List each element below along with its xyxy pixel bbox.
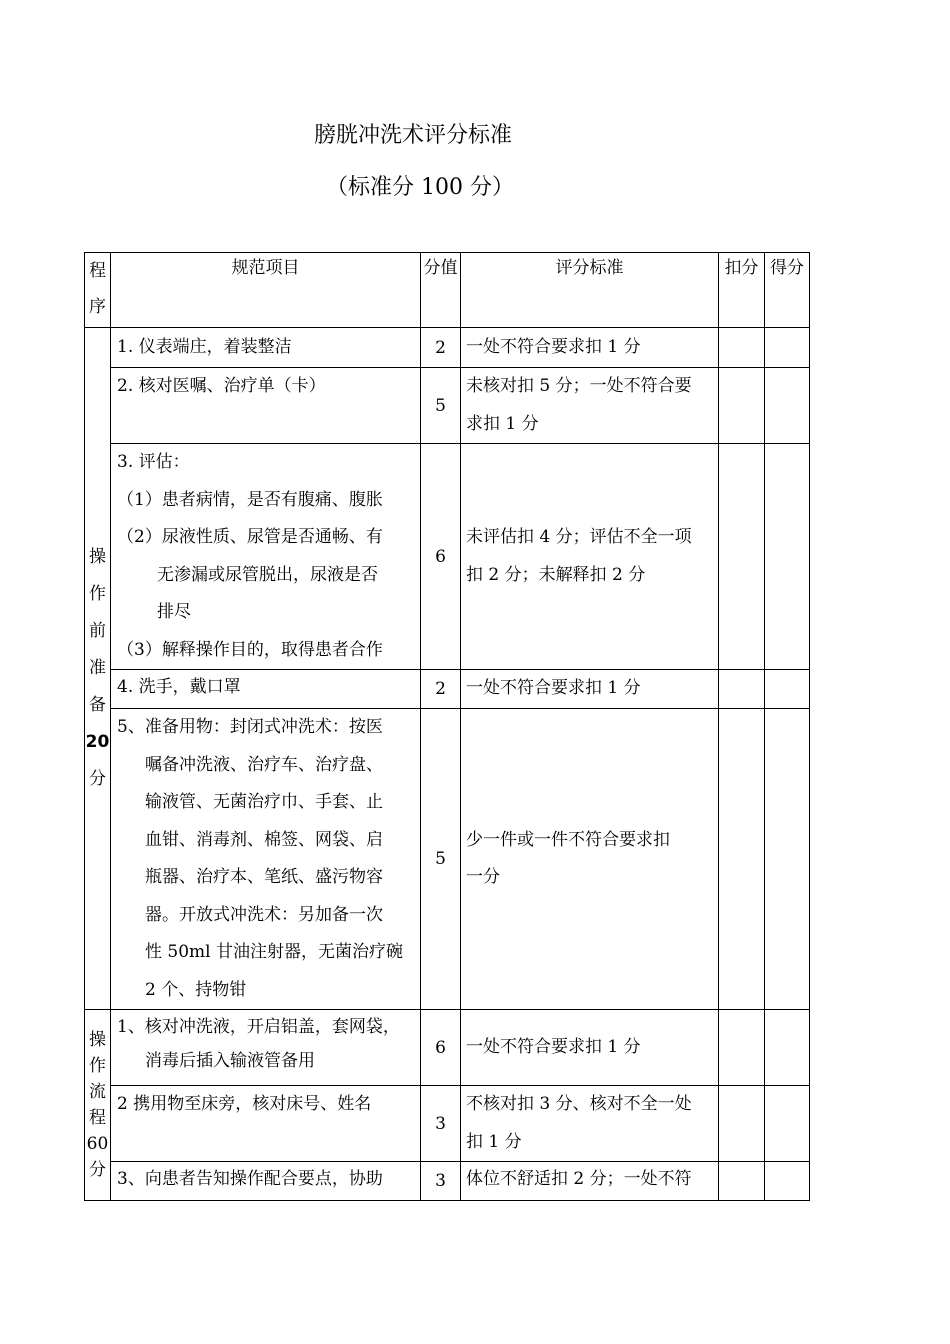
header-score: 分值 (421, 253, 461, 328)
table-row (85, 368, 810, 444)
criteria-line: 求扣 1 分 (466, 413, 539, 434)
get-cell[interactable] (765, 709, 810, 1010)
score-cell: 2 (421, 328, 461, 368)
item-line: 1、核对冲洗液，开启铝盖，套网袋， (117, 1017, 400, 1037)
item-line: 4. 洗手，戴口罩 (117, 677, 241, 697)
item-cell (111, 709, 421, 1010)
section-label-points: 60 (86, 1134, 109, 1154)
section-label-unit: 分 (89, 769, 106, 789)
header-program-char-2: 序 (89, 297, 106, 317)
item-line: 输液管、无菌治疗巾、手套、止 (145, 792, 383, 812)
criteria-cell (461, 444, 719, 670)
section-label-char: 作 (89, 584, 106, 604)
item-line: 2 个、持物钳 (145, 979, 247, 1000)
score-cell: 6 (421, 1010, 461, 1086)
criteria-cell (461, 1162, 719, 1201)
item-line: 1. 仪表端庄，着装整洁 (117, 337, 292, 357)
section-label-char: 流 (89, 1082, 106, 1102)
deduct-cell[interactable] (719, 368, 765, 444)
section-label-char: 程 (89, 1108, 106, 1128)
item-line: 器。开放式冲洗术：另加备一次 (145, 904, 383, 925)
criteria-line: 一处不符合要求扣 1 分 (466, 678, 641, 699)
criteria-line: 少一件或一件不符合要求扣 (466, 829, 670, 850)
deduct-cell[interactable] (719, 1162, 765, 1201)
score-cell: 3 (421, 1086, 461, 1162)
section-label-points: 20 (85, 732, 110, 752)
deduct-cell[interactable] (719, 1086, 765, 1162)
table-header-row (85, 253, 810, 328)
item-line: （3）解释操作目的，取得患者合作 (117, 639, 383, 660)
item-cell (111, 444, 421, 670)
table-row (85, 328, 810, 368)
item-cell (111, 1010, 421, 1086)
item-line: 嘱备冲洗液、治疗车、治疗盘、 (145, 754, 383, 775)
deduct-cell[interactable] (719, 444, 765, 670)
item-line: 3、向患者告知操作配合要点，协助 (117, 1169, 383, 1189)
table-row (85, 709, 810, 1010)
get-cell[interactable] (765, 328, 810, 368)
item-line: 2 携用物至床旁，核对床号、姓名 (117, 1094, 372, 1114)
item-cell (111, 328, 421, 368)
header-program (85, 253, 111, 328)
section-label-char: 准 (89, 658, 106, 678)
item-line: 血钳、消毒剂、棉签、网袋、启 (145, 829, 383, 850)
score-cell: 5 (421, 368, 461, 444)
section-label-prep (85, 328, 111, 1010)
item-line: 5、准备用物：封闭式冲洗术：按医 (117, 717, 383, 737)
section-label-char: 备 (89, 695, 106, 715)
deduct-cell[interactable] (719, 670, 765, 709)
item-line: 瓶器、治疗本、笔纸、盛污物容 (145, 867, 383, 887)
deduct-cell[interactable] (719, 328, 765, 368)
get-cell[interactable] (765, 444, 810, 670)
item-line: 排尽 (157, 602, 191, 622)
criteria-line: 一分 (466, 867, 500, 887)
deduct-cell[interactable] (719, 1010, 765, 1086)
header-criteria: 评分标准 (461, 253, 719, 328)
table-row (85, 1086, 810, 1162)
deduct-cell[interactable] (719, 709, 765, 1010)
get-cell[interactable] (765, 368, 810, 444)
criteria-line: 不核对扣 3 分、核对不全一处 (466, 1094, 692, 1114)
header-program-char-1: 程 (89, 261, 106, 281)
item-line: 3. 评估： (117, 452, 190, 472)
document-title: 膀胱冲洗术评分标准 (314, 123, 513, 148)
criteria-line: 扣 2 分；未解释扣 2 分 (466, 564, 646, 585)
item-cell (111, 670, 421, 709)
criteria-cell (461, 328, 719, 368)
section-label-char: 作 (89, 1056, 106, 1076)
item-cell (111, 1162, 421, 1201)
header-item: 规范项目 (111, 253, 421, 328)
item-cell (111, 368, 421, 444)
section-label-process (85, 1010, 111, 1201)
table-row (85, 444, 810, 670)
get-cell[interactable] (765, 1086, 810, 1162)
item-line: 2. 核对医嘱、治疗单（卡） (117, 376, 326, 396)
table-row (85, 670, 810, 709)
criteria-line: 一处不符合要求扣 1 分 (466, 1036, 641, 1057)
score-cell: 5 (421, 709, 461, 1010)
section-label-unit: 分 (89, 1160, 106, 1180)
criteria-line: 未评估扣 4 分；评估不全一项 (466, 527, 692, 547)
scoring-table (84, 252, 810, 1201)
criteria-cell (461, 368, 719, 444)
item-line: 无渗漏或尿管脱出，尿液是否 (157, 564, 378, 585)
section-label-char: 操 (89, 1030, 106, 1050)
score-cell: 6 (421, 444, 461, 670)
criteria-line: 未核对扣 5 分；一处不符合要 (466, 376, 692, 396)
section-label-char: 前 (89, 621, 106, 641)
section-label-char: 操 (89, 547, 106, 567)
criteria-cell (461, 1086, 719, 1162)
criteria-cell (461, 709, 719, 1010)
table-row (85, 1162, 810, 1201)
item-line: （2）尿液性质、尿管是否通畅、有 (117, 527, 383, 547)
header-get: 得分 (765, 253, 810, 328)
item-line: 性 50ml 甘油注射器，无菌治疗碗 (145, 942, 403, 962)
item-line: （1）患者病情，是否有腹痛、腹胀 (117, 489, 383, 510)
criteria-cell (461, 670, 719, 709)
item-cell (111, 1086, 421, 1162)
criteria-cell (461, 1010, 719, 1086)
score-cell: 3 (421, 1162, 461, 1201)
item-line: 消毒后插入输液管备用 (145, 1051, 315, 1071)
score-cell: 2 (421, 670, 461, 709)
criteria-line: 扣 1 分 (466, 1131, 522, 1152)
document-subtitle: （标准分 100 分） (326, 175, 514, 200)
get-cell[interactable] (765, 1010, 810, 1086)
header-deduct: 扣分 (719, 253, 765, 328)
table-row (85, 1010, 810, 1086)
criteria-line: 体位不舒适扣 2 分；一处不符 (466, 1169, 692, 1189)
get-cell[interactable] (765, 670, 810, 709)
criteria-line: 一处不符合要求扣 1 分 (466, 336, 641, 357)
get-cell[interactable] (765, 1162, 810, 1201)
